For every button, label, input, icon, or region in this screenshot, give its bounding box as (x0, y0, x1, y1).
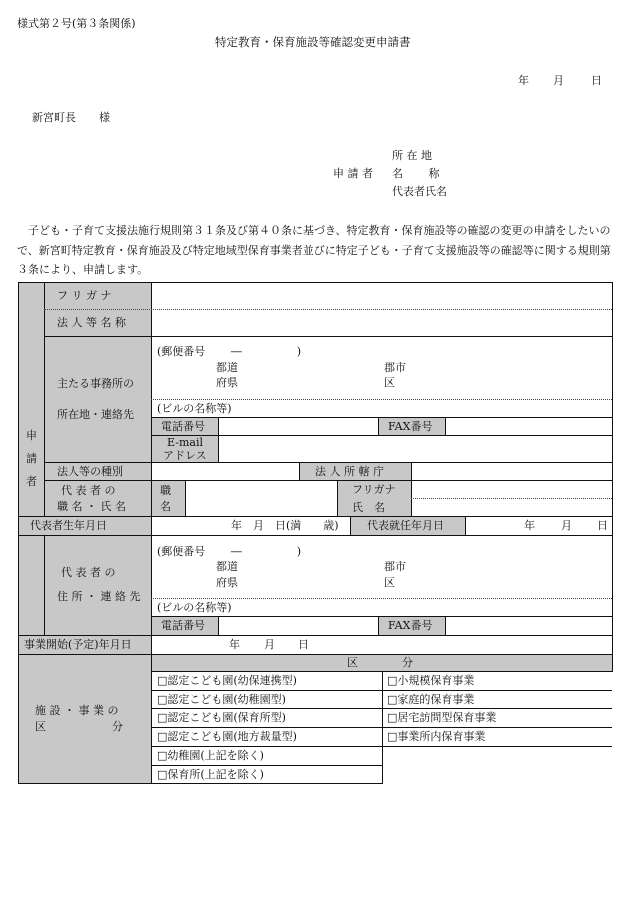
appointed-day-label: 日 (597, 519, 608, 532)
rep-name-label: 氏 名 (352, 501, 385, 514)
page-title: 特定教育・保育施設等確認変更申請書 (215, 35, 411, 49)
addressee-honorific: 様 (99, 111, 110, 124)
addressee: 新宮町長 (32, 111, 76, 124)
applicant-char-1: 申 (26, 429, 37, 442)
office-phone-label: 電話番号 (161, 420, 205, 433)
rep-title-label-1: 代 表 者 の (61, 484, 116, 497)
office-city-bottom: 区 (384, 376, 395, 389)
start-day-label: 日 (298, 638, 309, 651)
office-email-label-1: E-mail (167, 436, 203, 449)
facility-option-1[interactable]: □認定こども園(幼保連携型) (157, 674, 297, 687)
business-option-1[interactable]: □小規模保育事業 (387, 674, 475, 687)
rep-postal-label: (郵便番号 ― ) (157, 545, 302, 558)
corp-name-label: 法 人 等 名 称 (57, 316, 126, 329)
corp-type-label: 法人等の種別 (57, 465, 123, 478)
facility-option-3[interactable]: □認定こども園(保育所型) (157, 711, 286, 724)
jurisdiction-label: 法 人 所 轄 庁 (315, 465, 384, 478)
applicant-representative-label: 代表者氏名 (392, 185, 447, 198)
category-header: 区 分 (347, 656, 413, 669)
applicant-char-3: 者 (26, 475, 37, 488)
date-month-label: 月 (553, 74, 564, 87)
applicant-location-label: 所 在 地 (392, 149, 432, 162)
office-email-label-2: アドレス (163, 449, 207, 462)
facility-label-cell (18, 654, 151, 783)
facility-option-6[interactable]: □保育所(上記を除く) (157, 768, 264, 781)
rep-building-label: (ビルの名称等) (157, 601, 232, 614)
main-office-label-cell (44, 336, 151, 462)
rep-address-label-2: 住 所 ・ 連 絡 先 (57, 590, 141, 603)
position-label-1: 職 (160, 484, 171, 497)
facility-label-2: 区 分 (35, 720, 123, 733)
appointed-year-label: 年 (524, 519, 535, 532)
start-year-label: 年 (229, 638, 240, 651)
start-month-label: 月 (264, 638, 275, 651)
start-date-label: 事業開始(予定)年月日 (24, 638, 132, 651)
business-option-3[interactable]: □居宅訪問型保育事業 (387, 711, 497, 724)
rep-birth-label: 代表者生年月日 (30, 519, 107, 532)
appointed-label: 代表就任年月日 (367, 519, 444, 532)
office-prefecture-bottom: 府県 (216, 376, 238, 389)
form-number: 様式第２号(第３条関係) (17, 17, 136, 30)
rep-birth-date-format: 年 月 日(満 歳) (231, 519, 339, 532)
rep-prefecture-bottom: 府県 (216, 576, 238, 589)
office-building-label: (ビルの名称等) (157, 402, 232, 415)
rep-title-label-2: 職 名 ・ 氏 名 (57, 500, 126, 513)
applicant-block-label: 申 請 者 (333, 167, 373, 180)
body-paragraph: 子ども・子育て支援法施行規則第３１条及び第４０条に基づき、特定教育・保育施設等の確認の変更の申請をしたいので、新宮町特定教育・保育施設及び特定地域型保育事業者並びに特定子ども・子育て支援施設等の確認等に関する規則第３条により、申請します。 (17, 224, 611, 276)
office-city-top: 郡市 (384, 361, 406, 374)
rep-fax-label: FAX番号 (388, 619, 433, 632)
rep-furigana-label: フリガナ (352, 483, 396, 496)
office-fax-label: FAX番号 (388, 420, 433, 433)
rep-address-label-cell (44, 535, 151, 635)
business-option-4[interactable]: □事業所内保育事業 (387, 730, 486, 743)
facility-option-5[interactable]: □幼稚園(上記を除く) (157, 749, 264, 762)
applicant-name-label: 名 称 (392, 167, 440, 180)
rep-address-label-1: 代 表 者 の (61, 566, 116, 579)
rep-city-bottom: 区 (384, 576, 395, 589)
business-option-2[interactable]: □家庭的保育事業 (387, 693, 475, 706)
rep-prefecture-top: 都道 (216, 560, 238, 573)
facility-option-2[interactable]: □認定こども園(幼稚園型) (157, 693, 286, 706)
date-day-label: 日 (591, 74, 602, 87)
office-prefecture-top: 都道 (216, 361, 238, 374)
rep-city-top: 郡市 (384, 560, 406, 573)
office-postal-label: (郵便番号 ― ) (157, 345, 302, 358)
rep-phone-label: 電話番号 (161, 619, 205, 632)
position-label-2: 名 (160, 500, 171, 513)
applicant-char-2: 請 (26, 452, 37, 465)
main-office-label-2: 所在地・連絡先 (57, 408, 134, 421)
appointed-month-label: 月 (561, 519, 572, 532)
main-office-label-1: 主たる事務所の (57, 377, 134, 390)
facility-option-4[interactable]: □認定こども園(地方裁量型) (157, 730, 297, 743)
furigana-label: フ リ ガ ナ (57, 289, 112, 302)
date-year-label: 年 (518, 74, 529, 87)
facility-label-1: 施 設 ・ 事 業 の (35, 704, 119, 717)
